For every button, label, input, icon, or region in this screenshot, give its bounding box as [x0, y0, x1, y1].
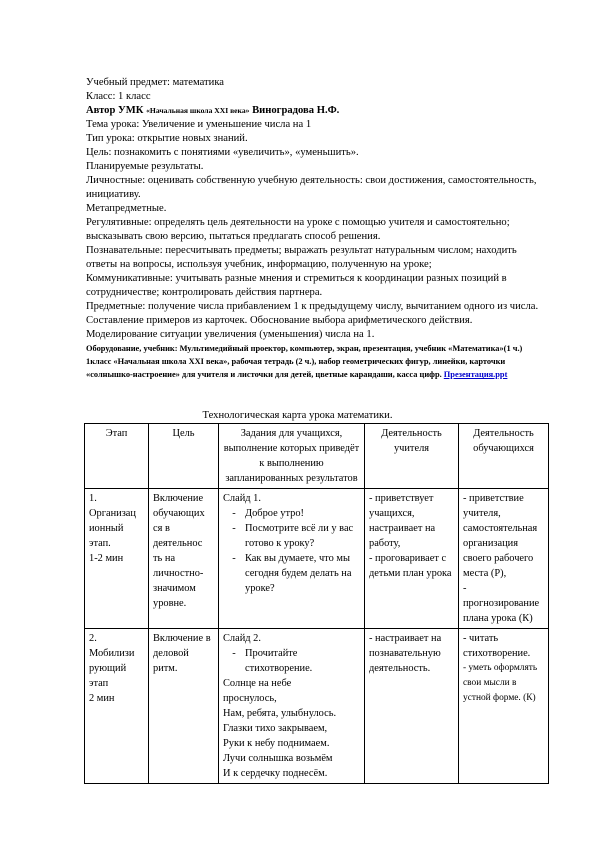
- task-text: Прочитайте стихотворение.: [245, 648, 313, 674]
- header-teacher: Деятельность учителя: [365, 424, 459, 489]
- list-item: [223, 551, 360, 596]
- students-cell: [459, 629, 549, 784]
- stage-cell: 2. Мобилизи рующий этап 2 мин: [85, 629, 149, 784]
- header-students: Деятельность обучающихся: [459, 424, 549, 489]
- bullet-dash: -: [232, 648, 236, 659]
- table-row: [85, 629, 549, 784]
- tasks-cell: [219, 629, 365, 784]
- planned-results-line: Планируемые результаты.: [86, 161, 204, 172]
- equipment-body: Оборудование, учебник: Мультимедийный проектор, компьютер, экран, презентация, учебник «Математика»(1 ч.) 1класс «Начальная школа XXI века», рабочая тетрадь (2 ч.), набор геометрических фигур, линейки, карточки «солнышко-настроение» для учителя и листочки для детей, цветные карандаши, касса цифр.: [86, 344, 523, 379]
- table-title: Технологическая карта урока математики.: [202, 410, 393, 421]
- personal-results: Личностные: оценивать собственную учебную деятельность: свои достижения, самостоятельность, инициативу.: [86, 175, 537, 200]
- subject-line: Учебный предмет: математика: [86, 77, 225, 88]
- meta-results-line: Метапредметные.: [86, 203, 167, 214]
- teacher-cell: - настраивает на познавательную деятельность.: [365, 629, 459, 784]
- task-text: Доброе утро!: [245, 508, 305, 519]
- class-line: Класс: 1 класс: [86, 91, 151, 102]
- communicative-results: Коммуникативные: учитывать разные мнения и стремиться к координации разных позиций в сотрудничестве; контролировать действия партнера.: [86, 273, 507, 298]
- header-goal: Цель: [149, 424, 219, 489]
- goal-cell: Включение обучающих ся в деятельнос ть на личностно-значимом уровне.: [149, 489, 219, 629]
- slide-label: Слайд 2.: [223, 633, 261, 644]
- topic-line: Тема урока: Увеличение и уменьшение числа на 1: [86, 119, 312, 130]
- tasks-cell: [219, 489, 365, 629]
- students-cell: - приветствие учителя, самостоятельная организация своего рабочего места (Р), - прогнозирование плана урока (К): [459, 489, 549, 629]
- author-line: [86, 104, 546, 118]
- poem-text: Солнце на небе проснулось, Нам, ребята, улыбнулось. Глазки тихо закрываем, Руки к небу поднимаем. Лучи солнышка возьмём И к сердечку поднесём.: [223, 678, 337, 779]
- list-item: [223, 521, 360, 551]
- table-header-row: [85, 424, 549, 489]
- equipment-text: [86, 342, 546, 381]
- list-item: [223, 506, 360, 521]
- list-item: [223, 646, 360, 676]
- author-prefix: Автор УМК: [86, 105, 147, 116]
- goal-line: Цель: познакомить с понятиями «увеличить», «уменьшить».: [86, 147, 359, 158]
- teacher-cell: - приветствует учащихся, настраивает на работу, - проговаривает с детьми план урока: [365, 489, 459, 629]
- lesson-table: [84, 423, 549, 784]
- regulative-results: Регулятивные: определять цель деятельности на уроке с помощью учителя и самостоятельно; высказывать свою версию, пытаться предлагать способ решения.: [86, 217, 510, 242]
- presentation-link[interactable]: Презентация.ppt: [443, 370, 508, 379]
- students-text: - читать стихотворение.: [463, 633, 531, 659]
- author-name: Виноградова Н.Ф.: [249, 105, 340, 116]
- lesson-type-line: Тип урока: открытие новых знаний.: [86, 133, 248, 144]
- bullet-dash: -: [232, 553, 236, 564]
- subject-results: Предметные: получение числа прибавлением 1 к предыдущему числу, вычитанием одного из числа. Составление примеров из карточек. Обоснование выбора арифметического действия. Моделирование ситуации увеличения (уменьшения) числа на 1.: [86, 301, 539, 340]
- task-text: Посмотрите всё ли у вас готово к уроку?: [245, 523, 354, 549]
- lesson-intro: [86, 76, 546, 381]
- header-stage: Этап: [85, 424, 149, 489]
- goal-cell: Включение в деловой ритм.: [149, 629, 219, 784]
- cognitive-results: Познавательные: пересчитывать предметы; выражать результат натуральным числом; находить ответы на вопросы, используя учебник, информацию, полученную на уроке;: [86, 245, 517, 270]
- author-umk: «Начальная школа XXI века»: [146, 106, 250, 115]
- students-extra-text: - уметь оформлять свои мысли в устной форме. (К): [463, 663, 538, 703]
- slide-label: Слайд 1.: [223, 493, 261, 504]
- header-tasks: Задания для учащихся, выполнение которых приведёт к выполнению запланированных результатов: [219, 424, 365, 489]
- bullet-dash: -: [232, 508, 236, 519]
- table-row: [85, 489, 549, 629]
- stage-cell: 1. Организац ионный этап. 1-2 мин: [85, 489, 149, 629]
- bullet-dash: -: [232, 523, 236, 534]
- task-text: Как вы думаете, что мы сегодня будем делать на уроке?: [245, 553, 352, 594]
